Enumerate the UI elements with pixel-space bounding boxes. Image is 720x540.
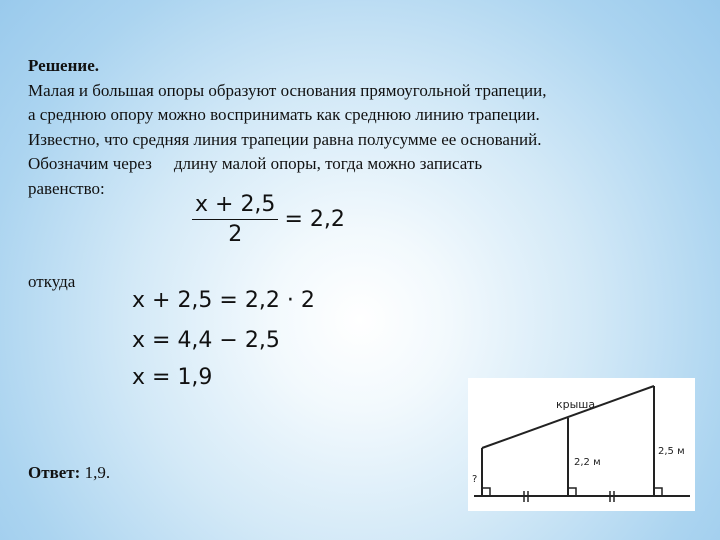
right-angle-right bbox=[654, 488, 662, 496]
step-equation-1: x + 2,5 = 2,2 · 2 bbox=[132, 288, 315, 313]
main-equation bbox=[192, 192, 345, 247]
whence-label: откуда bbox=[28, 272, 76, 291]
fraction-denominator: 2 bbox=[228, 222, 243, 247]
middle-support-label: 2,2 м bbox=[574, 457, 601, 468]
solution-heading: Решение. bbox=[28, 56, 99, 75]
left-support-label: ? bbox=[472, 474, 478, 485]
right-angle-left bbox=[482, 488, 490, 496]
step-equation-3: x = 1,9 bbox=[132, 365, 213, 390]
solution-line-5: равенство: bbox=[28, 178, 105, 198]
equation-fraction bbox=[192, 192, 278, 247]
answer-label: Ответ: bbox=[28, 463, 81, 482]
notation-after: длину малой опоры, тогда можно записать bbox=[173, 154, 483, 174]
solution-line-3: Известно, что средняя линия трапеции равна полусумме ее оснований. bbox=[28, 129, 542, 149]
roof-figure bbox=[468, 378, 695, 511]
fraction-numerator: x + 2,5 bbox=[192, 192, 278, 220]
answer-value: 1,9. bbox=[84, 463, 111, 482]
answer bbox=[28, 463, 110, 483]
step-equation-2: x = 4,4 − 2,5 bbox=[132, 328, 280, 353]
notation-before: Обозначим через bbox=[28, 154, 152, 174]
solution-line-2: а среднюю опору можно воспринимать как среднюю линию трапеции. bbox=[28, 105, 540, 125]
solution-text bbox=[28, 54, 668, 202]
right-support-label: 2,5 м bbox=[658, 446, 685, 457]
solution-line-4 bbox=[28, 152, 668, 177]
roof-label: крыша bbox=[556, 398, 596, 411]
equation-rhs: = 2,2 bbox=[284, 207, 345, 232]
solution-line-1: Малая и большая опоры образуют основания прямоугольной трапеции, bbox=[28, 80, 547, 100]
right-angle-middle bbox=[568, 488, 576, 496]
